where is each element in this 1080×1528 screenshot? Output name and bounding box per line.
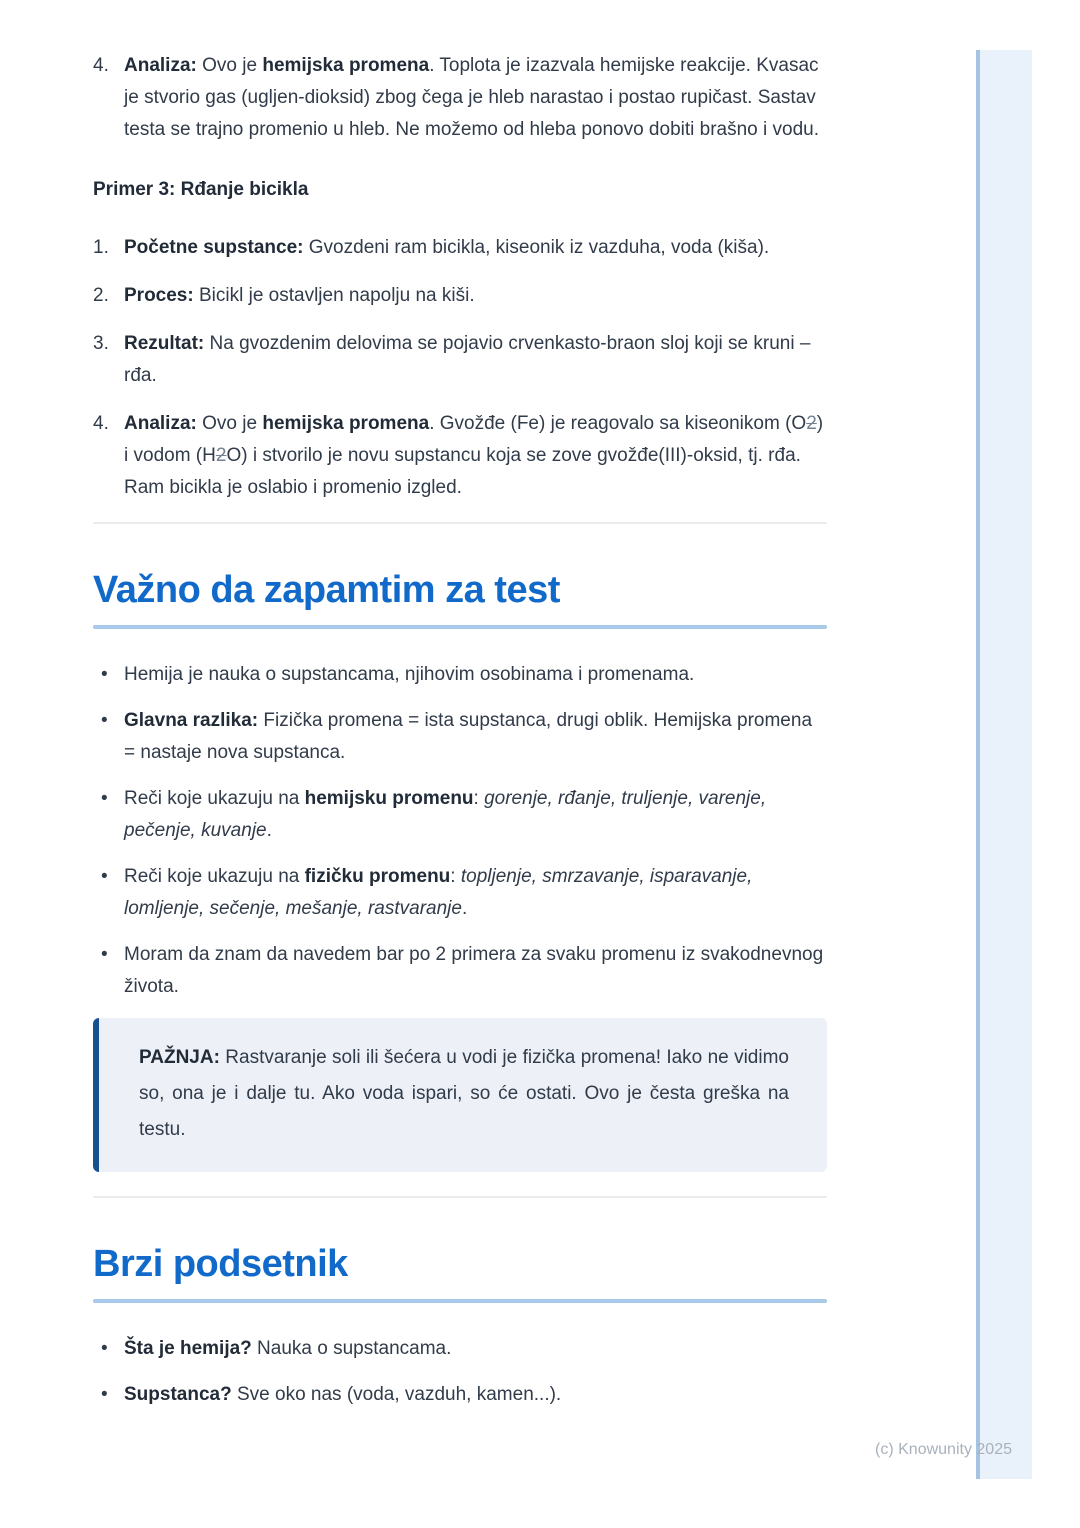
list-item bbox=[93, 280, 827, 312]
divider bbox=[93, 1196, 827, 1198]
list-item-text: Šta je hemija? Nauka o supstancama. bbox=[124, 1338, 452, 1359]
list-item-text: Analiza: Ovo je hemijska promena. Toplota je izazvala hemijske reakcije. Kvasac je stvorio gas (ugljen-dioksid) zbog čega je hleb narastao i postao rupičast. Sastav testa se trajno promenio u hleb. Ne možemo od hleba ponovo dobiti brašno i vodu. bbox=[124, 55, 824, 140]
list-item bbox=[93, 783, 827, 847]
list-item-text: Početne supstance: Gvozdeni ram bicikla, kiseonik iz vazduha, voda (kiša). bbox=[124, 237, 770, 258]
list-item bbox=[93, 1333, 827, 1365]
right-margin-bar bbox=[976, 50, 1032, 1479]
list-item-text: Reči koje ukazuju na hemijsku promenu: gorenje, rđanje, truljenje, varenje, pečenje, kuvanje. bbox=[124, 788, 772, 841]
list-item bbox=[93, 1379, 827, 1411]
list-item-text: Reči koje ukazuju na fizičku promenu: topljenje, smrzavanje, isparavanje, lomljenje, sečenje, mešanje, rastvaranje. bbox=[124, 866, 758, 919]
list-item bbox=[93, 861, 827, 925]
list-item-number: 2. bbox=[93, 285, 109, 306]
list-item-text: Rezultat: Na gvozdenim delovima se pojavio crvenkasto-braon sloj koji se kruni – rđa. bbox=[124, 333, 816, 386]
list-item-text: Glavna razlika: Fizička promena = ista supstanca, drugi oblik. Hemijska promena = nastaje nova supstanca. bbox=[124, 710, 818, 763]
warning-callout bbox=[93, 1018, 827, 1172]
list-item bbox=[93, 705, 827, 769]
bullet-list-quick bbox=[93, 1333, 827, 1411]
list-item-text: Supstanca? Sve oko nas (voda, vazduh, kamen...). bbox=[124, 1384, 562, 1405]
list-item-number: 3. bbox=[93, 333, 109, 354]
list-item-number: 4. bbox=[93, 55, 109, 76]
document-page bbox=[93, 0, 827, 1425]
list-item-text: Analiza: Ovo je hemijska promena. Gvožđe (Fe) je reagovalo sa kiseonikom (O2) i vodom (H2O) i stvorilo je novu supstancu koja se zove gvožđe(III)-oksid, tj. rđa. Ram bicikla je oslabio i promenio izgled. bbox=[124, 413, 829, 498]
callout-text: PAŽNJA: Rastvaranje soli ili šećera u vodi je fizička promena! Iako ne vidimo so, ona je i dalje tu. Ako voda ispari, so će ostati. Ovo je česta greška na testu. bbox=[139, 1047, 795, 1140]
list-item-text: Moram da znam da navedem bar po 2 primera za svaku promenu iz svakodnevnog života. bbox=[124, 944, 829, 997]
list-item-number: 4. bbox=[93, 413, 109, 434]
heading-underline bbox=[93, 625, 827, 629]
list-item bbox=[93, 50, 827, 146]
section-heading-quick: Brzi podsetnik bbox=[93, 1243, 348, 1285]
numbered-list-intro bbox=[93, 50, 827, 146]
copyright-notice: (c) Knowunity 2025 bbox=[875, 1441, 1012, 1458]
list-item bbox=[93, 408, 827, 504]
list-item bbox=[93, 659, 827, 691]
bullet-list-important bbox=[93, 659, 827, 1003]
numbered-list-primer3 bbox=[93, 232, 827, 504]
list-item-text: Hemija je nauka o supstancama, njihovim osobinama i promenama. bbox=[124, 664, 695, 685]
list-item bbox=[93, 232, 827, 264]
divider bbox=[93, 522, 827, 524]
sub-heading-primer3: Primer 3: Rđanje bicikla bbox=[93, 179, 309, 200]
section-heading-important: Važno da zapamtim za test bbox=[93, 569, 560, 611]
list-item-text: Proces: Bicikl je ostavljen napolju na kiši. bbox=[124, 285, 475, 306]
list-item bbox=[93, 328, 827, 392]
list-item-number: 1. bbox=[93, 237, 109, 258]
list-item bbox=[93, 939, 827, 1003]
heading-underline bbox=[93, 1299, 827, 1303]
